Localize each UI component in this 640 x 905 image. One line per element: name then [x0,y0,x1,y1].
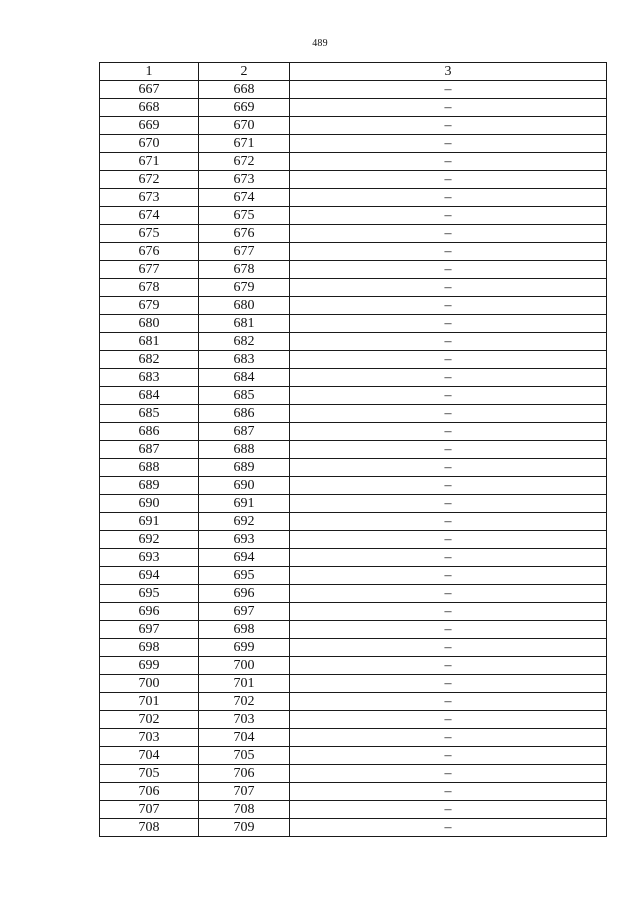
table-cell-col-1: 707 [100,801,199,819]
table-cell-col-2: 697 [199,603,290,621]
table-row [100,549,607,567]
header-row [100,63,607,81]
table-cell-col-3: – [290,819,607,837]
table-cell-col-2: 701 [199,675,290,693]
table-row [100,423,607,441]
table-row [100,765,607,783]
table-cell-col-1: 671 [100,153,199,171]
table-cell-col-1: 691 [100,513,199,531]
table-cell-col-1: 676 [100,243,199,261]
table-cell-col-1: 698 [100,639,199,657]
table-row [100,243,607,261]
table-cell-col-2: 687 [199,423,290,441]
table-cell-col-3: – [290,369,607,387]
table-cell-col-1: 684 [100,387,199,405]
table-cell-col-3: – [290,387,607,405]
data-table [99,62,607,837]
table-cell-col-2: 677 [199,243,290,261]
table-row [100,315,607,333]
table-cell-col-3: – [290,495,607,513]
table-cell-col-1: 706 [100,783,199,801]
table-row [100,261,607,279]
table-cell-col-2: 698 [199,621,290,639]
table-row [100,603,607,621]
table-row [100,621,607,639]
table-cell-col-1: 699 [100,657,199,675]
table-cell-col-2: 692 [199,513,290,531]
table-row [100,729,607,747]
table-row [100,405,607,423]
table-cell-col-3: – [290,135,607,153]
table-cell-col-3: – [290,675,607,693]
table-cell-col-2: 680 [199,297,290,315]
table-cell-col-1: 687 [100,441,199,459]
table-cell-col-3: – [290,711,607,729]
table-cell-col-1: 703 [100,729,199,747]
table-row [100,171,607,189]
table-row [100,783,607,801]
table-cell-col-1: 678 [100,279,199,297]
table-row [100,441,607,459]
table-cell-col-1: 695 [100,585,199,603]
table-row [100,117,607,135]
column-header-3: 3 [290,63,607,81]
table-cell-col-3: – [290,477,607,495]
table-cell-col-2: 683 [199,351,290,369]
table-cell-col-2: 693 [199,531,290,549]
table-row [100,369,607,387]
table-row [100,675,607,693]
table-cell-col-3: – [290,117,607,135]
table-cell-col-2: 706 [199,765,290,783]
table-cell-col-2: 708 [199,801,290,819]
table-cell-col-1: 673 [100,189,199,207]
table-cell-col-1: 700 [100,675,199,693]
table-cell-col-2: 689 [199,459,290,477]
table-row [100,387,607,405]
table-cell-col-2: 675 [199,207,290,225]
table-cell-col-3: – [290,639,607,657]
table-cell-col-2: 673 [199,171,290,189]
table-row [100,801,607,819]
table-cell-col-1: 683 [100,369,199,387]
table-cell-col-2: 676 [199,225,290,243]
table-cell-col-3: – [290,729,607,747]
table-cell-col-1: 702 [100,711,199,729]
table-row [100,639,607,657]
table-cell-col-2: 709 [199,819,290,837]
table-cell-col-3: – [290,153,607,171]
table-row [100,819,607,837]
table-cell-col-1: 685 [100,405,199,423]
table-cell-col-1: 669 [100,117,199,135]
table-cell-col-1: 693 [100,549,199,567]
table-cell-col-2: 705 [199,747,290,765]
table-row [100,279,607,297]
table-row [100,531,607,549]
table-cell-col-2: 707 [199,783,290,801]
table-cell-col-3: – [290,261,607,279]
column-header-1: 1 [100,63,199,81]
table-body [100,81,607,837]
table-cell-col-1: 667 [100,81,199,99]
table-cell-col-1: 696 [100,603,199,621]
table-cell-col-3: – [290,801,607,819]
table-row [100,585,607,603]
table-cell-col-3: – [290,603,607,621]
table-cell-col-3: – [290,315,607,333]
table-cell-col-3: – [290,99,607,117]
table-row [100,711,607,729]
table-cell-col-3: – [290,441,607,459]
table-cell-col-1: 677 [100,261,199,279]
table-header [100,63,607,81]
table-cell-col-2: 674 [199,189,290,207]
table-cell-col-1: 704 [100,747,199,765]
table-cell-col-2: 669 [199,99,290,117]
table-cell-col-2: 684 [199,369,290,387]
table-cell-col-2: 690 [199,477,290,495]
table-cell-col-2: 679 [199,279,290,297]
table-cell-col-2: 699 [199,639,290,657]
table-cell-col-1: 688 [100,459,199,477]
table-cell-col-3: – [290,333,607,351]
table-row [100,459,607,477]
column-header-2: 2 [199,63,290,81]
table-row [100,207,607,225]
table-cell-col-2: 686 [199,405,290,423]
table-cell-col-2: 682 [199,333,290,351]
table-cell-col-3: – [290,621,607,639]
table-cell-col-2: 703 [199,711,290,729]
table-cell-col-3: – [290,189,607,207]
table-cell-col-1: 681 [100,333,199,351]
table-row [100,225,607,243]
table-cell-col-1: 705 [100,765,199,783]
table-row [100,351,607,369]
table-cell-col-1: 682 [100,351,199,369]
table-row [100,657,607,675]
table-cell-col-3: – [290,531,607,549]
table-cell-col-1: 675 [100,225,199,243]
table-cell-col-2: 688 [199,441,290,459]
table-row [100,513,607,531]
table-cell-col-3: – [290,243,607,261]
table-row [100,333,607,351]
table-cell-col-2: 681 [199,315,290,333]
table-cell-col-2: 691 [199,495,290,513]
table-cell-col-3: – [290,765,607,783]
table-row [100,135,607,153]
table-row [100,81,607,99]
table-cell-col-2: 700 [199,657,290,675]
table-cell-col-3: – [290,513,607,531]
table-cell-col-1: 668 [100,99,199,117]
table-cell-col-1: 689 [100,477,199,495]
table-row [100,189,607,207]
table-cell-col-1: 680 [100,315,199,333]
table-cell-col-1: 697 [100,621,199,639]
table-row [100,693,607,711]
table-cell-col-2: 672 [199,153,290,171]
table-cell-col-3: – [290,585,607,603]
table-cell-col-3: – [290,783,607,801]
table-cell-col-3: – [290,225,607,243]
table-cell-col-3: – [290,747,607,765]
table-cell-col-1: 674 [100,207,199,225]
table-cell-col-1: 701 [100,693,199,711]
table-row [100,99,607,117]
table-row [100,567,607,585]
table-cell-col-1: 690 [100,495,199,513]
table-cell-col-2: 694 [199,549,290,567]
table-cell-col-2: 695 [199,567,290,585]
table-cell-col-2: 668 [199,81,290,99]
table-cell-col-1: 694 [100,567,199,585]
table-row [100,153,607,171]
table-cell-col-1: 692 [100,531,199,549]
table-cell-col-2: 671 [199,135,290,153]
table-cell-col-1: 679 [100,297,199,315]
table-cell-col-2: 678 [199,261,290,279]
table-cell-col-1: 708 [100,819,199,837]
table-cell-col-2: 670 [199,117,290,135]
table-cell-col-3: – [290,693,607,711]
table-cell-col-3: – [290,297,607,315]
page-number: 489 [312,38,328,49]
table-cell-col-3: – [290,81,607,99]
table-cell-col-3: – [290,207,607,225]
table-cell-col-3: – [290,459,607,477]
table-cell-col-2: 696 [199,585,290,603]
table-cell-col-3: – [290,405,607,423]
table-cell-col-1: 670 [100,135,199,153]
table-cell-col-1: 686 [100,423,199,441]
table-cell-col-2: 685 [199,387,290,405]
table-cell-col-3: – [290,351,607,369]
table-row [100,495,607,513]
table-cell-col-3: – [290,567,607,585]
table-row [100,747,607,765]
table-cell-col-3: – [290,423,607,441]
table-cell-col-3: – [290,171,607,189]
table-cell-col-3: – [290,549,607,567]
table-row [100,297,607,315]
table-row [100,477,607,495]
table-cell-col-1: 672 [100,171,199,189]
table-cell-col-2: 702 [199,693,290,711]
table-cell-col-3: – [290,279,607,297]
table-cell-col-3: – [290,657,607,675]
table-cell-col-2: 704 [199,729,290,747]
